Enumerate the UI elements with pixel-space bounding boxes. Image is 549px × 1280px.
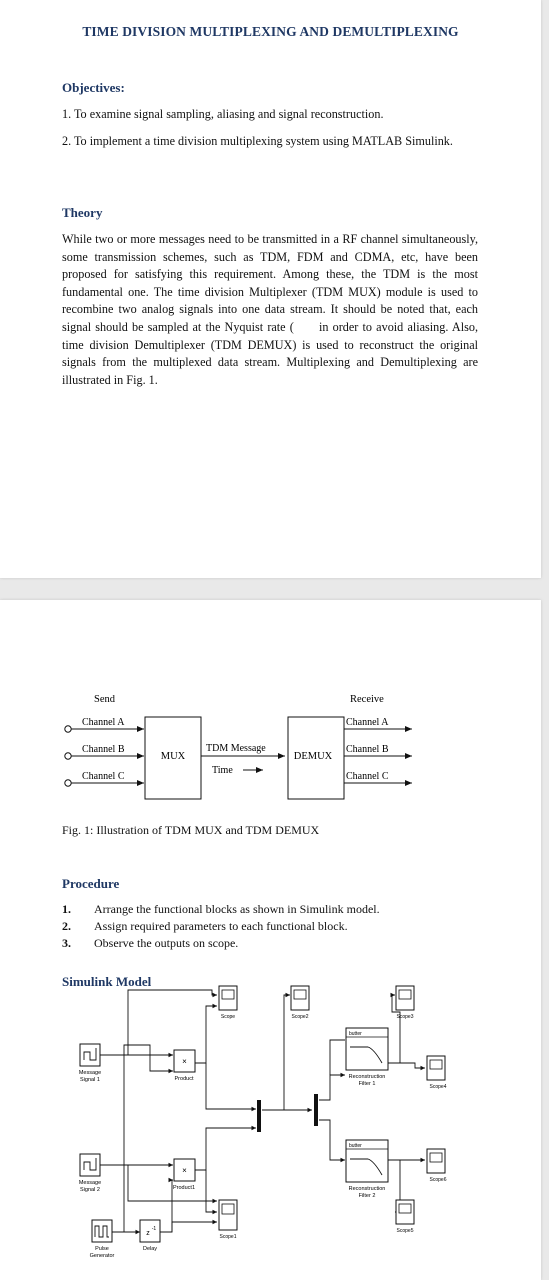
recon2-label-2: Filter 2 <box>358 1193 376 1199</box>
delay-block <box>140 1220 160 1242</box>
theory-paragraph: While two or more messages need to be transmitted in a RF channel simultaneously, some transmission schemes, such as TDM, FDM and CDMA, etc, have been proposed for satisfying this requirement. Among these, the TDM is the most fundamental one. The time division Multiplexer (TDM MUX) module is used to recombine two analog signals into one data stream. It should be noted that, each signal should be sampled at the Nyquist rate ( in order to avoid aliasing. Also, time division Demultiplexer (TDM DEMUX) is used to reconstruct the original signals from the multiplexed data stream. Multiplexing and Demultiplexing are illustrated in Fig. 1. <box>62 232 482 387</box>
document-title: TIME DIVISION MULTIPLEXING AND DEMULTIPLEXING <box>82 24 459 39</box>
send-channel-a-label: Channel A <box>82 717 125 728</box>
wire-delay-scope1 <box>172 1222 217 1232</box>
wire-product1-mux <box>195 1128 256 1170</box>
procedure-heading: Procedure <box>62 876 120 891</box>
delay-symbol: z <box>146 1230 150 1237</box>
procedure-list <box>62 902 482 962</box>
scope3-label: Scope3 <box>396 1014 414 1020</box>
channel-c-source-node <box>65 780 71 786</box>
msg1-label-1: Message <box>78 1070 102 1076</box>
wire-filter1-scope4 <box>388 1063 425 1068</box>
send-channel-b-label: Channel B <box>82 744 125 755</box>
mux-bar-block <box>257 1100 261 1132</box>
theory-heading: Theory <box>62 205 103 220</box>
wire-demux-top <box>330 1040 345 1075</box>
wire-demux-filter1 <box>319 1075 345 1100</box>
product1-label: Product1 <box>172 1185 196 1191</box>
send-channel-c-label: Channel C <box>82 771 125 782</box>
msg1-label-2: Signal 1 <box>80 1077 100 1083</box>
step-text: Observe the outputs on scope. <box>94 936 239 950</box>
scope2-label: Scope2 <box>291 1014 309 1020</box>
msg2-label-1: Message <box>78 1180 102 1186</box>
scope4-label: Scope4 <box>429 1084 447 1090</box>
step-text: Assign required parameters to each functional block. <box>94 919 348 933</box>
objective-item-1: 1. To examine signal sampling, aliasing and signal reconstruction. <box>62 107 384 121</box>
step-number: 2. <box>62 919 71 933</box>
objective-item-2: 2. To implement a time division multiplexing system using MATLAB Simulink. <box>62 134 453 148</box>
receive-channel-c-label: Channel C <box>346 771 389 782</box>
simulink-model-diagram <box>70 984 470 1260</box>
scope-block <box>219 986 237 1020</box>
demux-label: DEMUX <box>293 751 333 762</box>
tdm-message-label: TDM Message <box>206 743 266 754</box>
document-page-1 <box>0 0 541 578</box>
wire-product1-scope1 <box>206 1170 217 1212</box>
document-page-2 <box>0 600 541 1280</box>
scope3-block <box>396 986 414 1020</box>
wire-pulse-up <box>124 1045 150 1232</box>
product1-symbol: × <box>182 1166 187 1175</box>
pulse-label-2: Generator <box>89 1253 115 1259</box>
send-label: Send <box>94 694 115 705</box>
wire-product-scope <box>195 1006 217 1063</box>
channel-a-source-node <box>65 726 71 732</box>
scope1-label: Scope1 <box>219 1234 237 1240</box>
scope2-block <box>291 986 309 1020</box>
step-number: 3. <box>62 936 71 950</box>
receive-channel-a-label: Channel A <box>346 717 389 728</box>
delay-exponent: -1 <box>151 1226 157 1232</box>
objectives-heading: Objectives: <box>62 80 125 95</box>
filter1-type: butter <box>349 1031 362 1037</box>
scope5-label: Scope5 <box>396 1228 414 1234</box>
wire-pulse-product <box>150 1063 173 1071</box>
msg2-label-2: Signal 2 <box>80 1187 100 1193</box>
tdm-mux-demux-figure <box>60 688 420 800</box>
product-label: Product <box>174 1076 194 1082</box>
receive-channel-b-label: Channel B <box>346 744 389 755</box>
receive-label: Receive <box>350 694 384 705</box>
mux-label: MUX <box>160 751 186 762</box>
scope6-block <box>427 1149 447 1183</box>
simulink-model-heading: Simulink Model <box>62 974 152 989</box>
recon2-label-1: Reconstruction <box>348 1186 386 1192</box>
wire-demux-filter2 <box>319 1120 345 1160</box>
step-number: 1. <box>62 902 71 916</box>
demux-bar-block <box>314 1094 318 1126</box>
scope4-block <box>427 1056 447 1090</box>
wire-delay-product1 <box>160 1180 173 1232</box>
delay-label: Delay <box>142 1246 158 1252</box>
step-text: Arrange the functional blocks as shown in Simulink model. <box>94 902 380 916</box>
scope-label: Scope <box>220 1014 236 1020</box>
pulse-label-1: Pulse <box>95 1246 109 1252</box>
product-symbol: × <box>182 1057 187 1066</box>
channel-b-source-node <box>65 753 71 759</box>
recon1-label-2: Filter 1 <box>358 1081 376 1087</box>
scope5-block <box>396 1200 414 1234</box>
scope1-block <box>219 1200 237 1240</box>
figure-1-caption: Fig. 1: Illustration of TDM MUX and TDM DEMUX <box>62 823 320 837</box>
recon1-label-1: Reconstruction <box>348 1074 386 1080</box>
filter2-type: butter <box>349 1143 362 1149</box>
time-label: Time <box>212 765 233 776</box>
wire-mux-scope2 <box>284 995 290 1110</box>
wire-product-mux <box>206 1063 256 1109</box>
scope6-label: Scope6 <box>429 1177 447 1183</box>
